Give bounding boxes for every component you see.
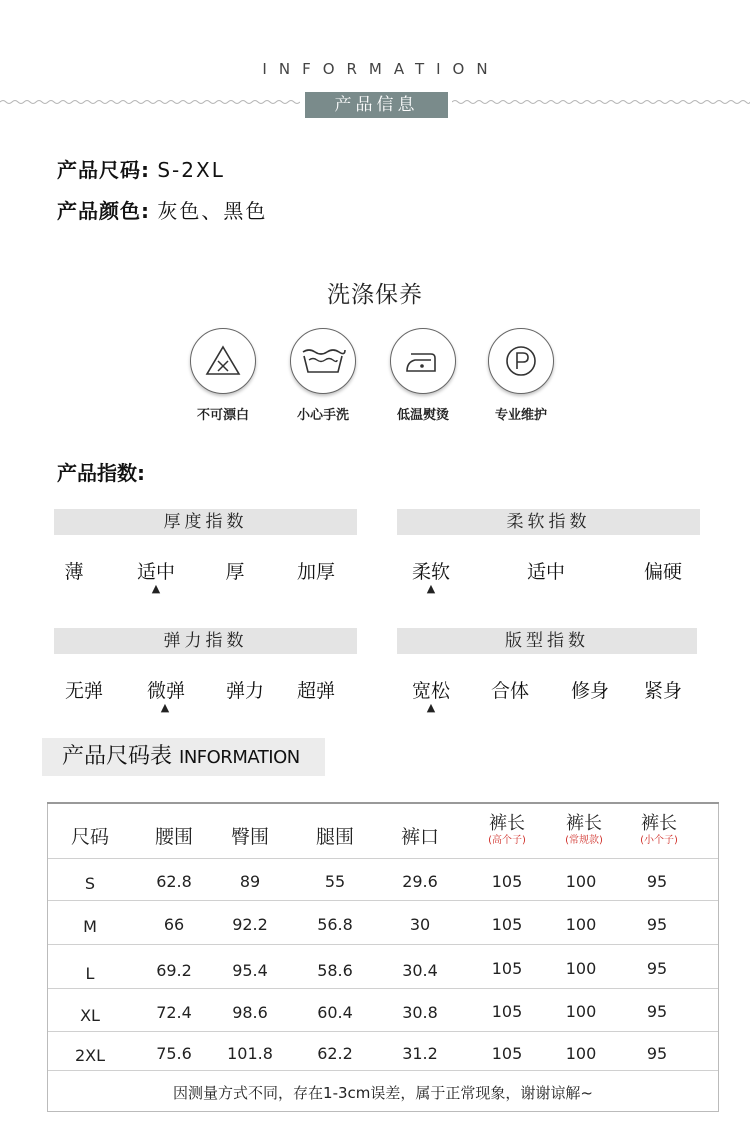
table-cell: 95 — [646, 1044, 668, 1063]
size-table-heading-cn: 产品尺码表 — [62, 744, 173, 769]
table-header-cell-stacked — [544, 814, 624, 848]
measurement-note: 因测量方式不同，存在1-3cm误差，属于正常现象，谢谢谅解~ — [173, 1084, 593, 1102]
care-label: 低温熨烫 — [396, 408, 449, 423]
thickness-index-bar: 厚度指数 — [54, 509, 357, 535]
table-cell: 98.6 — [232, 1003, 268, 1022]
table-header-cell-stacked — [619, 814, 699, 848]
table-cell: 62.2 — [317, 1044, 353, 1063]
table-cell: L — [85, 964, 95, 983]
table-row-divider — [48, 858, 718, 859]
softness-option: 柔软 — [411, 561, 450, 583]
table-cell: 69.2 — [156, 961, 192, 980]
fit-option: 宽松 — [411, 680, 450, 702]
care-title: 洗涤保养 — [327, 282, 423, 308]
professional-care-icon — [488, 328, 554, 394]
table-row-divider — [48, 900, 718, 901]
fit-index-bar: 版型指数 — [397, 628, 697, 654]
selected-indicator-icon: ▲ — [151, 582, 161, 595]
table-header-main: 裤长 — [489, 813, 525, 834]
table-header-cell: 臀围 — [230, 826, 269, 848]
table-cell: 92.2 — [232, 915, 268, 934]
table-cell: S — [84, 874, 96, 893]
care-label: 专业维护 — [494, 408, 547, 423]
product-color-label: 产品颜色: — [57, 199, 150, 223]
table-row-divider — [48, 988, 718, 989]
table-cell: 56.8 — [317, 915, 353, 934]
table-cell: 66 — [163, 915, 185, 934]
table-cell: 31.2 — [402, 1044, 438, 1063]
table-cell: 101.8 — [227, 1044, 273, 1063]
wavy-divider-left — [0, 98, 300, 106]
thickness-option: 适中 — [136, 561, 175, 583]
low-iron-icon — [390, 328, 456, 394]
elasticity-option: 无弹 — [64, 680, 103, 702]
table-cell: 95 — [646, 1002, 668, 1021]
table-header-cell: 裤口 — [400, 826, 439, 848]
care-item-professional — [471, 328, 571, 423]
table-header-main: 裤长 — [566, 813, 602, 834]
table-header-cell-stacked — [467, 814, 547, 848]
hand-wash-icon — [290, 328, 356, 394]
table-header-cell: 尺码 — [70, 826, 109, 848]
wavy-divider-right — [452, 98, 750, 106]
product-size-label: 产品尺码: — [57, 158, 150, 182]
table-cell: 95 — [646, 915, 668, 934]
table-cell: 100 — [565, 1044, 597, 1063]
softness-option: 偏硬 — [643, 561, 682, 583]
table-cell: 105 — [491, 959, 523, 978]
table-cell: 105 — [491, 872, 523, 891]
no-bleach-icon — [190, 328, 256, 394]
table-cell: 100 — [565, 872, 597, 891]
selected-indicator-icon: ▲ — [160, 701, 170, 714]
table-header-main: 裤长 — [641, 813, 677, 834]
table-row-divider — [48, 944, 718, 945]
table-cell: 100 — [565, 915, 597, 934]
table-cell: 95 — [646, 872, 668, 891]
table-cell: 75.6 — [156, 1044, 192, 1063]
table-cell: 60.4 — [317, 1003, 353, 1022]
care-label: 小心手洗 — [296, 408, 349, 423]
table-cell: 105 — [491, 1044, 523, 1063]
section-banner: 产品信息 — [305, 92, 448, 118]
thickness-option: 薄 — [64, 561, 84, 583]
table-cell: 2XL — [74, 1046, 106, 1065]
table-cell: 105 — [491, 915, 523, 934]
table-cell: 89 — [239, 872, 261, 891]
softness-index-bar: 柔软指数 — [397, 509, 700, 535]
elasticity-option: 超弹 — [296, 680, 335, 702]
size-table-heading — [42, 738, 325, 776]
table-cell: 100 — [565, 959, 597, 978]
table-cell: 30.8 — [402, 1003, 438, 1022]
table-cell: 58.6 — [317, 961, 353, 980]
care-item-low-iron — [373, 328, 473, 423]
thickness-option: 加厚 — [296, 561, 335, 583]
size-table-heading-en: INFORMATION — [179, 747, 300, 768]
table-header-sub: (常规款) — [565, 835, 603, 846]
elasticity-option: 弹力 — [225, 680, 264, 702]
table-cell: 72.4 — [156, 1003, 192, 1022]
care-label: 不可漂白 — [196, 408, 249, 423]
table-cell: 95 — [646, 959, 668, 978]
table-cell: XL — [80, 1006, 100, 1025]
elasticity-index-bar: 弹力指数 — [54, 628, 357, 654]
table-cell: 62.8 — [156, 872, 192, 891]
selected-indicator-icon: ▲ — [426, 701, 436, 714]
softness-option: 适中 — [526, 561, 565, 583]
table-cell: 55 — [324, 872, 346, 891]
table-cell: 30.4 — [402, 961, 438, 980]
table-header-cell: 腿围 — [315, 826, 354, 848]
table-top-rule — [47, 802, 719, 804]
fit-option: 修身 — [570, 680, 609, 702]
table-cell: 30 — [409, 915, 431, 934]
care-item-hand-wash — [273, 328, 373, 423]
table-cell: 95.4 — [232, 961, 268, 980]
index-heading: 产品指数: — [57, 461, 145, 485]
table-cell: 29.6 — [402, 872, 438, 891]
table-header-sub: (高个子) — [488, 835, 526, 846]
info-eyebrow: INFORMATION — [262, 60, 500, 78]
product-color-value: 灰色、黑色 — [157, 199, 268, 223]
product-size-line — [57, 154, 225, 183]
table-row-divider — [48, 1070, 718, 1071]
fit-option: 合体 — [490, 680, 529, 702]
table-cell: 100 — [565, 1002, 597, 1021]
thickness-option: 厚 — [225, 561, 245, 583]
care-item-no-bleach — [173, 328, 273, 423]
table-row-divider — [48, 1031, 718, 1032]
table-cell: 105 — [491, 1002, 523, 1021]
selected-indicator-icon: ▲ — [426, 582, 436, 595]
elasticity-option: 微弹 — [146, 680, 185, 702]
product-size-value: S-2XL — [157, 158, 225, 182]
product-color-line — [57, 195, 267, 224]
fit-option: 紧身 — [643, 680, 682, 702]
table-cell: M — [83, 917, 97, 936]
table-header-sub: (小个子) — [640, 835, 678, 846]
table-header-cell: 腰围 — [154, 826, 193, 848]
